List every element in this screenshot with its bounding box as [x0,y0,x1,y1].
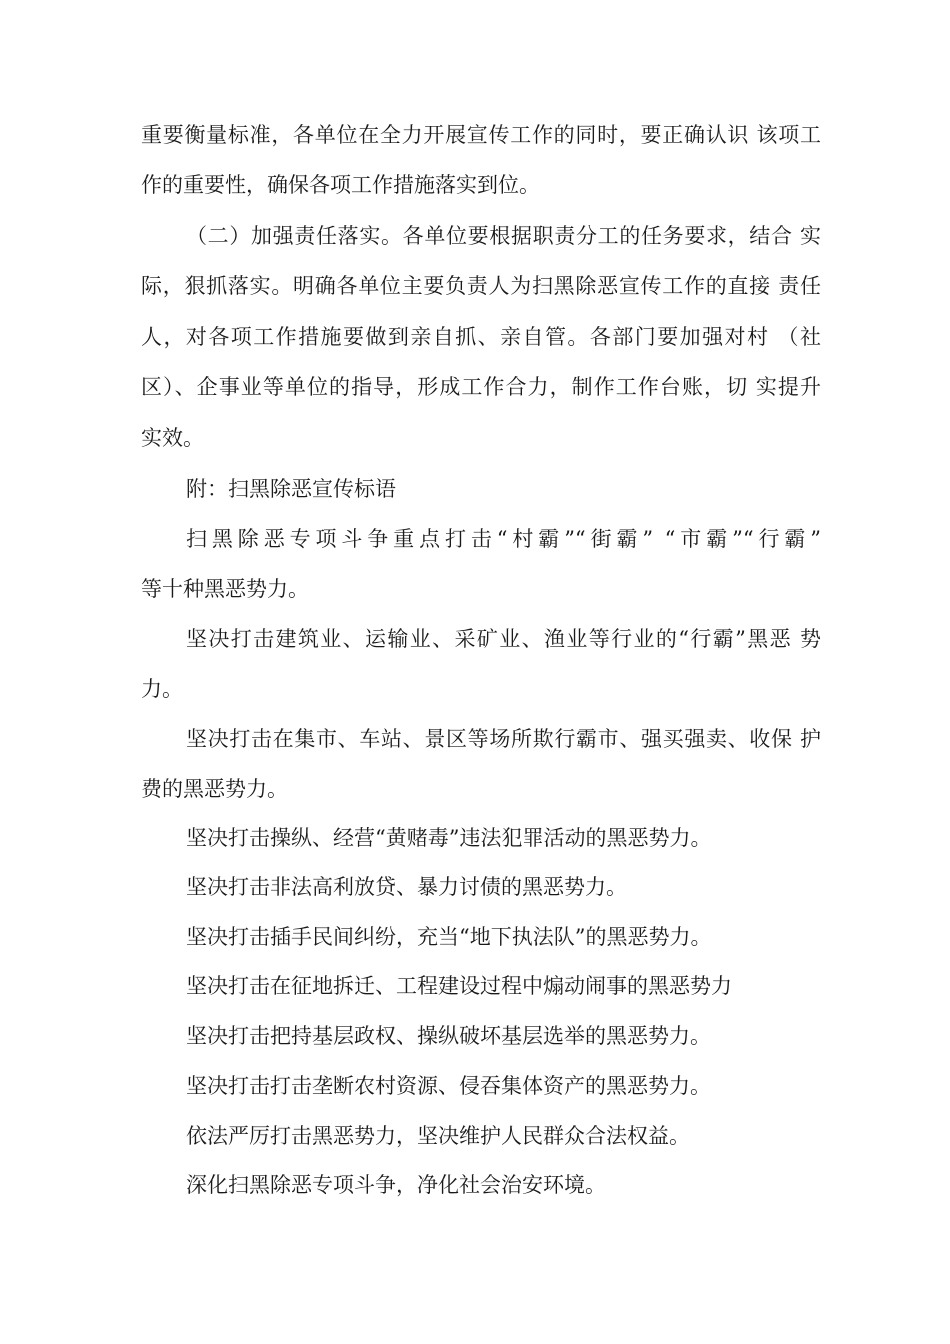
body-line-7: 实效。 [141,426,204,450]
slogan-line-11: 坚决打击把持基层政权、操纵破坏基层选举的黑恶势力。 [186,1024,711,1048]
slogan-line-7: 坚决打击操纵、经营“黄赌毒”违法犯罪活动的黑恶势力。 [186,826,712,850]
slogan-line-5: 坚决打击在集市、车站、景区等场所欺行霸市、强买强卖、收保 护 [186,727,821,751]
slogan-line-12: 坚决打击打击垄断农村资源、侵吞集体资产的黑恶势力。 [186,1074,711,1098]
body-line-1: 重要衡量标准，各单位在全力开展宣传工作的同时，要正确认识 该项工 [141,123,821,147]
slogan-line-4: 力。 [141,677,183,701]
body-line-3: （二）加强责任落实。各单位要根据职责分工的任务要求，结合 实 [186,224,821,248]
body-line-2: 作的重要性，确保各项工作措施落实到位。 [141,173,540,197]
slogan-line-13: 依法严厉打击黑恶势力，坚决维护人民群众合法权益。 [186,1124,690,1148]
body-line-5: 人，对各项工作措施要做到亲自抓、亲自管。各部门要加强对村 （社 [141,325,821,349]
slogan-line-8: 坚决打击非法高利放贷、暴力讨债的黑恶势力。 [186,875,627,899]
body-line-6: 区）、企事业等单位的指导，形成工作合力，制作工作台账，切 实提升 [141,375,821,399]
slogan-line-2: 等十种黑恶势力。 [141,577,309,601]
appendix-heading: 附：扫黑除恶宣传标语 [186,477,396,501]
slogan-line-10: 坚决打击在征地拆迁、工程建设过程中煽动闹事的黑恶势力 [186,974,732,998]
slogan-line-3: 坚决打击建筑业、运输业、采矿业、渔业等行业的“行霸”黑恶 势 [186,627,821,651]
slogan-line-1: 扫黑除恶专项斗争重点打击“村霸”“街霸” “市霸”“行霸” [186,527,821,551]
slogan-line-6: 费的黑恶势力。 [141,777,288,801]
slogan-line-9: 坚决打击插手民间纠纷，充当“地下执法队”的黑恶势力。 [186,925,712,949]
slogan-line-14: 深化扫黑除恶专项斗争，净化社会治安环境。 [186,1173,606,1197]
body-line-4: 际，狠抓落实。明确各单位主要负责人为扫黑除恶宣传工作的直接 责任 [141,274,821,298]
